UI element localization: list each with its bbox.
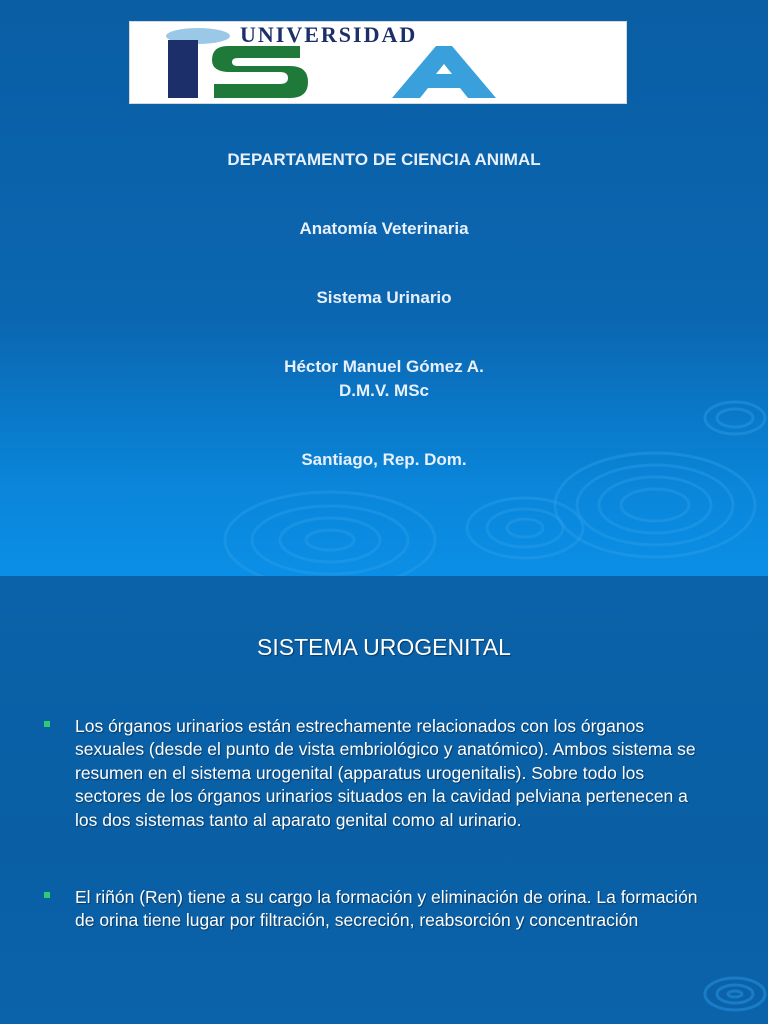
bullet-text: Los órganos urinarios están estrechamente relacionados con los órganos sexuales (desde el punto de vista embriológico y anatómico). Ambos sistema se resumen en el sistema urogenital (apparatus urogenitalis). Sobre todo los sectores de los órganos urinarios situados en la cavidad pelviana pertenecen a los dos sistemas tanto al aparato genital como al urinario.	[75, 716, 696, 830]
bullet-text: El riñón (Ren) tiene a su cargo la formación y eliminación de orina. La formación de orina tiene lugar por filtración, secreción, reabsorción y concentración	[75, 887, 698, 931]
slide-title: SISTEMA UROGENITAL	[257, 634, 511, 660]
location: Santiago, Rep. Dom.	[301, 450, 467, 469]
isa-logo-graphic	[130, 22, 627, 104]
logo-top-text: UNIVERSIDAD	[240, 22, 418, 47]
topic-name: Sistema Urinario	[316, 288, 452, 307]
department-name: DEPARTAMENTO DE CIENCIA ANIMAL	[227, 150, 541, 169]
author-credentials: D.M.V. MSc	[338, 381, 430, 400]
bullet-marker-icon	[44, 892, 50, 898]
content-slide	[0, 576, 768, 1024]
course-name: Anatomía Veterinaria	[299, 219, 469, 238]
author-name: Héctor Manuel Gómez A.	[284, 357, 484, 376]
university-logo	[129, 21, 627, 104]
bullet-marker-icon	[44, 721, 50, 727]
